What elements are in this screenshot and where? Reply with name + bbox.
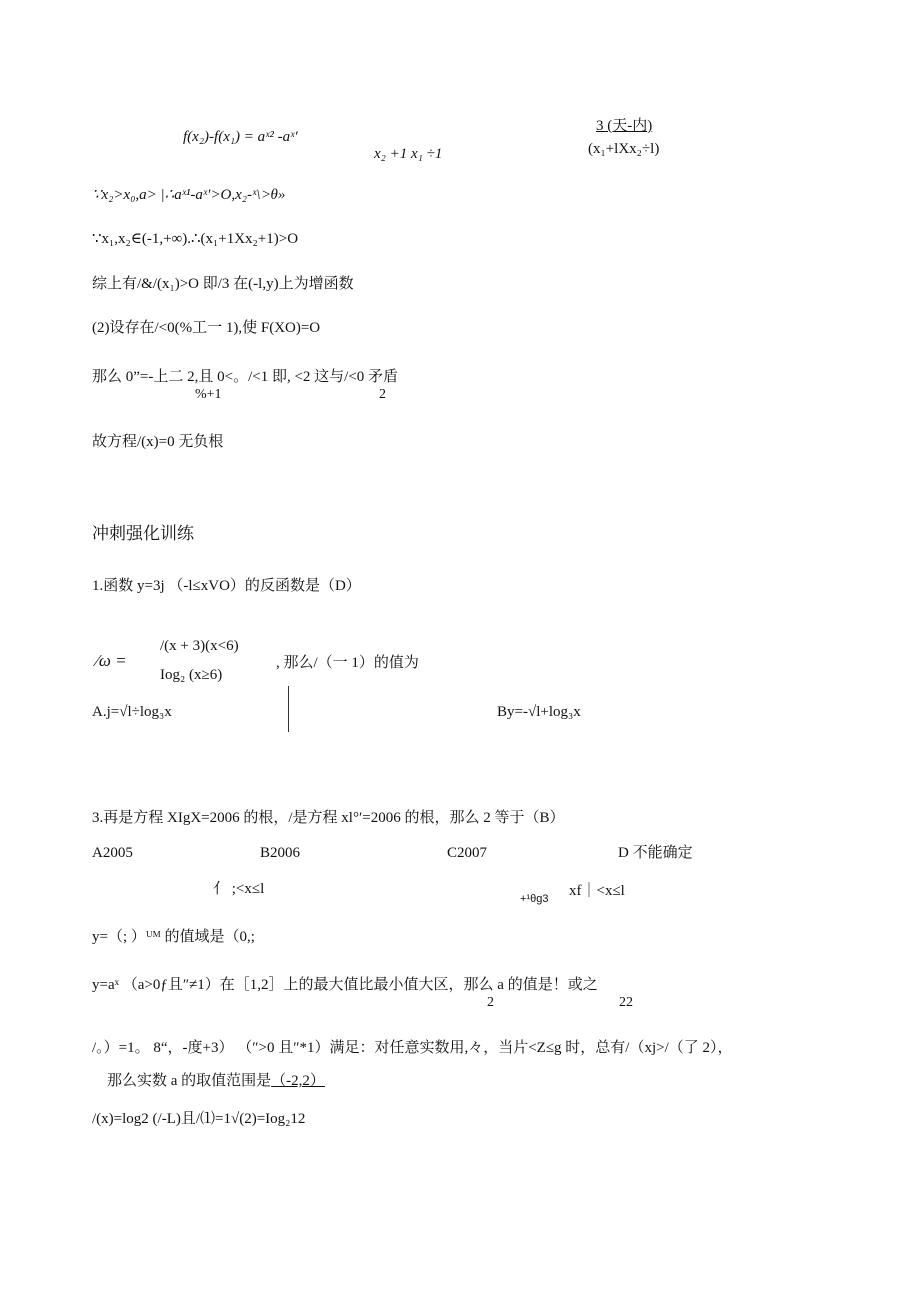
- question-3-option-d: D 不能确定: [618, 845, 693, 861]
- question-3-option-b: B2006: [260, 845, 301, 861]
- piecewise-case-1: /(x + 3)(x<6): [160, 638, 239, 654]
- fraction-numerator: 3 (天-内): [596, 118, 653, 134]
- max-min-question: y=aˣ （a>0ƒ且″≠1）在［1,2］上的最大值比最小值大区，那么 a 的值是！或之: [92, 977, 598, 993]
- part2-line: (2)设存在/<0(%工一 1),使 F(XO)=O: [92, 320, 321, 336]
- fragment-right: xf｜<x≤l: [569, 883, 625, 899]
- question-3-option-c: C2007: [447, 845, 488, 861]
- log-expression: /(x)=log2 (/-L)且/⑴=1√(2)=Iog₂12: [92, 1111, 306, 1127]
- fragment-middle: +¹θg3: [520, 893, 549, 905]
- diff-expression: f(x₂)-f(x₁) = aˣ² -aˣ′: [183, 129, 298, 145]
- question-3: 3.再是方程 XIgX=2006 的根，/是方程 xl°′=2006 的根，那么 2 等于（B）: [92, 810, 565, 826]
- no-negative-root-line: 故方程/(x)=0 无负根: [92, 434, 224, 450]
- divider-line: [288, 686, 289, 732]
- piecewise-question: , 那么/（一 1）的值为: [276, 655, 419, 671]
- contradiction-sub-1: %+1: [195, 387, 222, 402]
- range-question: y=（; ）ᵁᴹ 的值域是（0,;: [92, 929, 255, 945]
- contradiction-line: 那么 0”=-上二 2,且 0<。/<1 即, <2 这与/<0 矛盾: [92, 369, 399, 385]
- piecewise-case-2: Iog₂ (x≥6): [160, 667, 223, 683]
- option-a: A.j=√l÷log₃x: [92, 704, 172, 720]
- max-min-sub-2: 22: [619, 995, 633, 1010]
- section-heading: 冲刺强化训练: [92, 524, 194, 543]
- contradiction-sub-2: 2: [379, 387, 386, 402]
- option-b: By=-√l+log₃x: [497, 704, 581, 720]
- domain-line: ∵x₁,x₂∈(-1,+∞).∴(x₁+1Xx₂+1)>O: [92, 231, 299, 247]
- inequality-line: ∵x₂>x₀,a> |∴aˣ¹-aˣ′>O,x₂-ˣ\˃θ»: [92, 187, 286, 203]
- piecewise-lhs: ⁄ω =: [96, 651, 127, 670]
- max-min-sub-1: 2: [487, 995, 494, 1010]
- question-3-option-a: A2005: [92, 845, 133, 861]
- fragment-left: 亻 ;<x≤l: [213, 881, 265, 897]
- range-answer-value: （-2,2）: [271, 1073, 325, 1089]
- fraction-denominator: (x₁+lXx₂÷l): [588, 141, 660, 157]
- conclusion-line: 综上有/&/(x₁)>O 即/3 在(-l,y)上为增函数: [92, 276, 354, 292]
- question-1: 1.函数 y=3j （-l≤xVO）的反函数是（D）: [92, 578, 361, 594]
- condition-question: /。）=1。 8“，-度+3） （″>0 且″*1）满足：对任意实数用,々，当片<Z≤g 时，总有/（xj>/（了 2），: [92, 1040, 733, 1056]
- denominator-expression: x₂ +1 x₁ ÷1: [374, 146, 443, 162]
- range-answer-prefix: [107, 1072, 325, 1090]
- range-answer-text: 那么实数 a 的取值范围是: [107, 1073, 272, 1089]
